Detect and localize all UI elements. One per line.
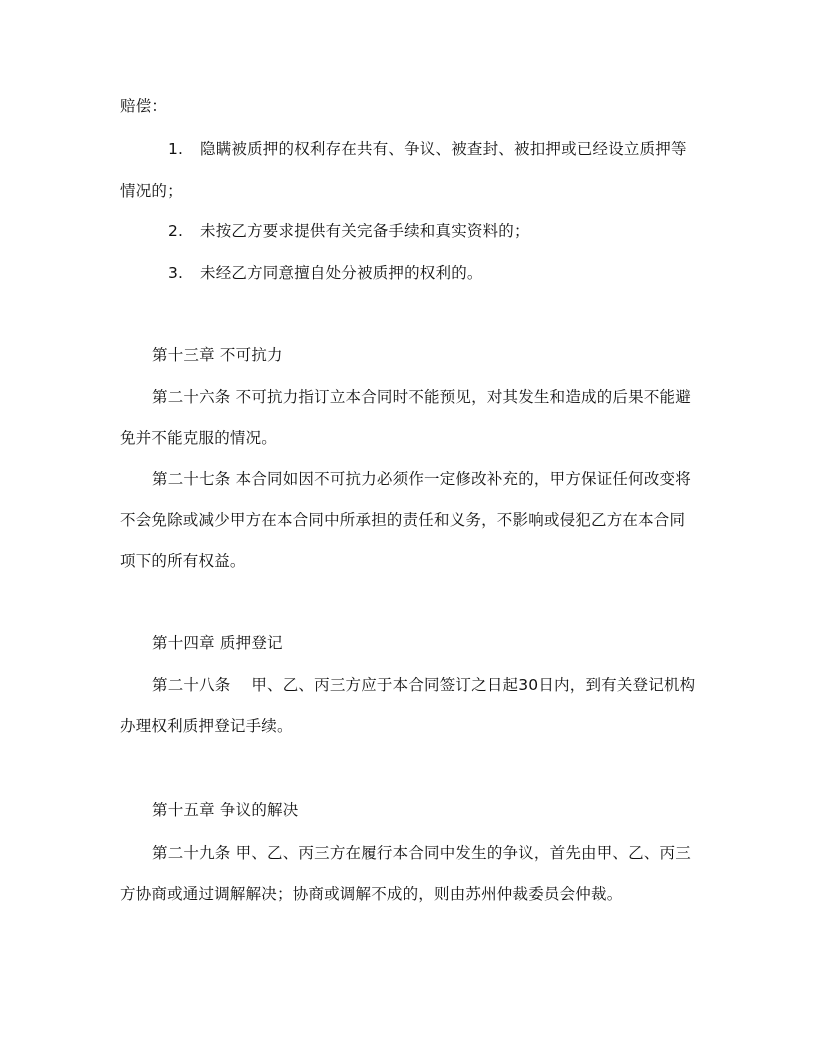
list-item-text: 隐瞒被质押的权利存在共有、争议、被查封、被扣押或已经设立质押等 [200, 140, 687, 158]
list-item-text: 未经乙方同意擅自处分被质押的权利的。 [200, 264, 483, 282]
chapter-15-heading: 第十五章 争议的解决 [152, 801, 299, 819]
article-29-line-2: 方协商或通过调解解决；协商或调解不成的，则由苏州仲裁委员会仲裁。 [120, 885, 623, 903]
article-28-line-2: 办理权利质押登记手续。 [120, 717, 293, 735]
list-item-1-continuation: 情况的； [120, 182, 183, 200]
chapter-14-heading: 第十四章 质押登记 [152, 634, 283, 652]
article-26-line-1: 第二十六条 不可抗力指订立本合同时不能预见，对其发生和造成的后果不能避 [152, 388, 691, 406]
list-item-number: 2. [168, 222, 184, 240]
list-item-3 [168, 263, 483, 283]
list-item-1 [168, 139, 687, 159]
intro-text: 赔偿： [120, 97, 168, 115]
article-27-line-3: 项下的所有权益。 [120, 552, 246, 570]
article-28-line-1: 第二十八条 甲、乙、丙三方应于本合同签订之日起30日内，到有关登记机构 [152, 676, 696, 694]
article-27-line-2: 不会免除或减少甲方在本合同中所承担的责任和义务，不影响或侵犯乙方在本合同 [120, 511, 686, 529]
list-item-2 [168, 221, 530, 241]
list-item-number: 3. [168, 264, 184, 282]
list-item-number: 1. [168, 140, 184, 158]
article-29-line-1: 第二十九条 甲、乙、丙三方在履行本合同中发生的争议，首先由甲、乙、丙三 [152, 844, 691, 862]
chapter-13-heading: 第十三章 不可抗力 [152, 346, 283, 364]
article-27-line-1: 第二十七条 本合同如因不可抗力必须作一定修改补充的，甲方保证任何改变将 [152, 470, 691, 488]
list-item-text: 未按乙方要求提供有关完备手续和真实资料的； [200, 222, 530, 240]
article-26-line-2: 免并不能克服的情况。 [120, 429, 278, 447]
